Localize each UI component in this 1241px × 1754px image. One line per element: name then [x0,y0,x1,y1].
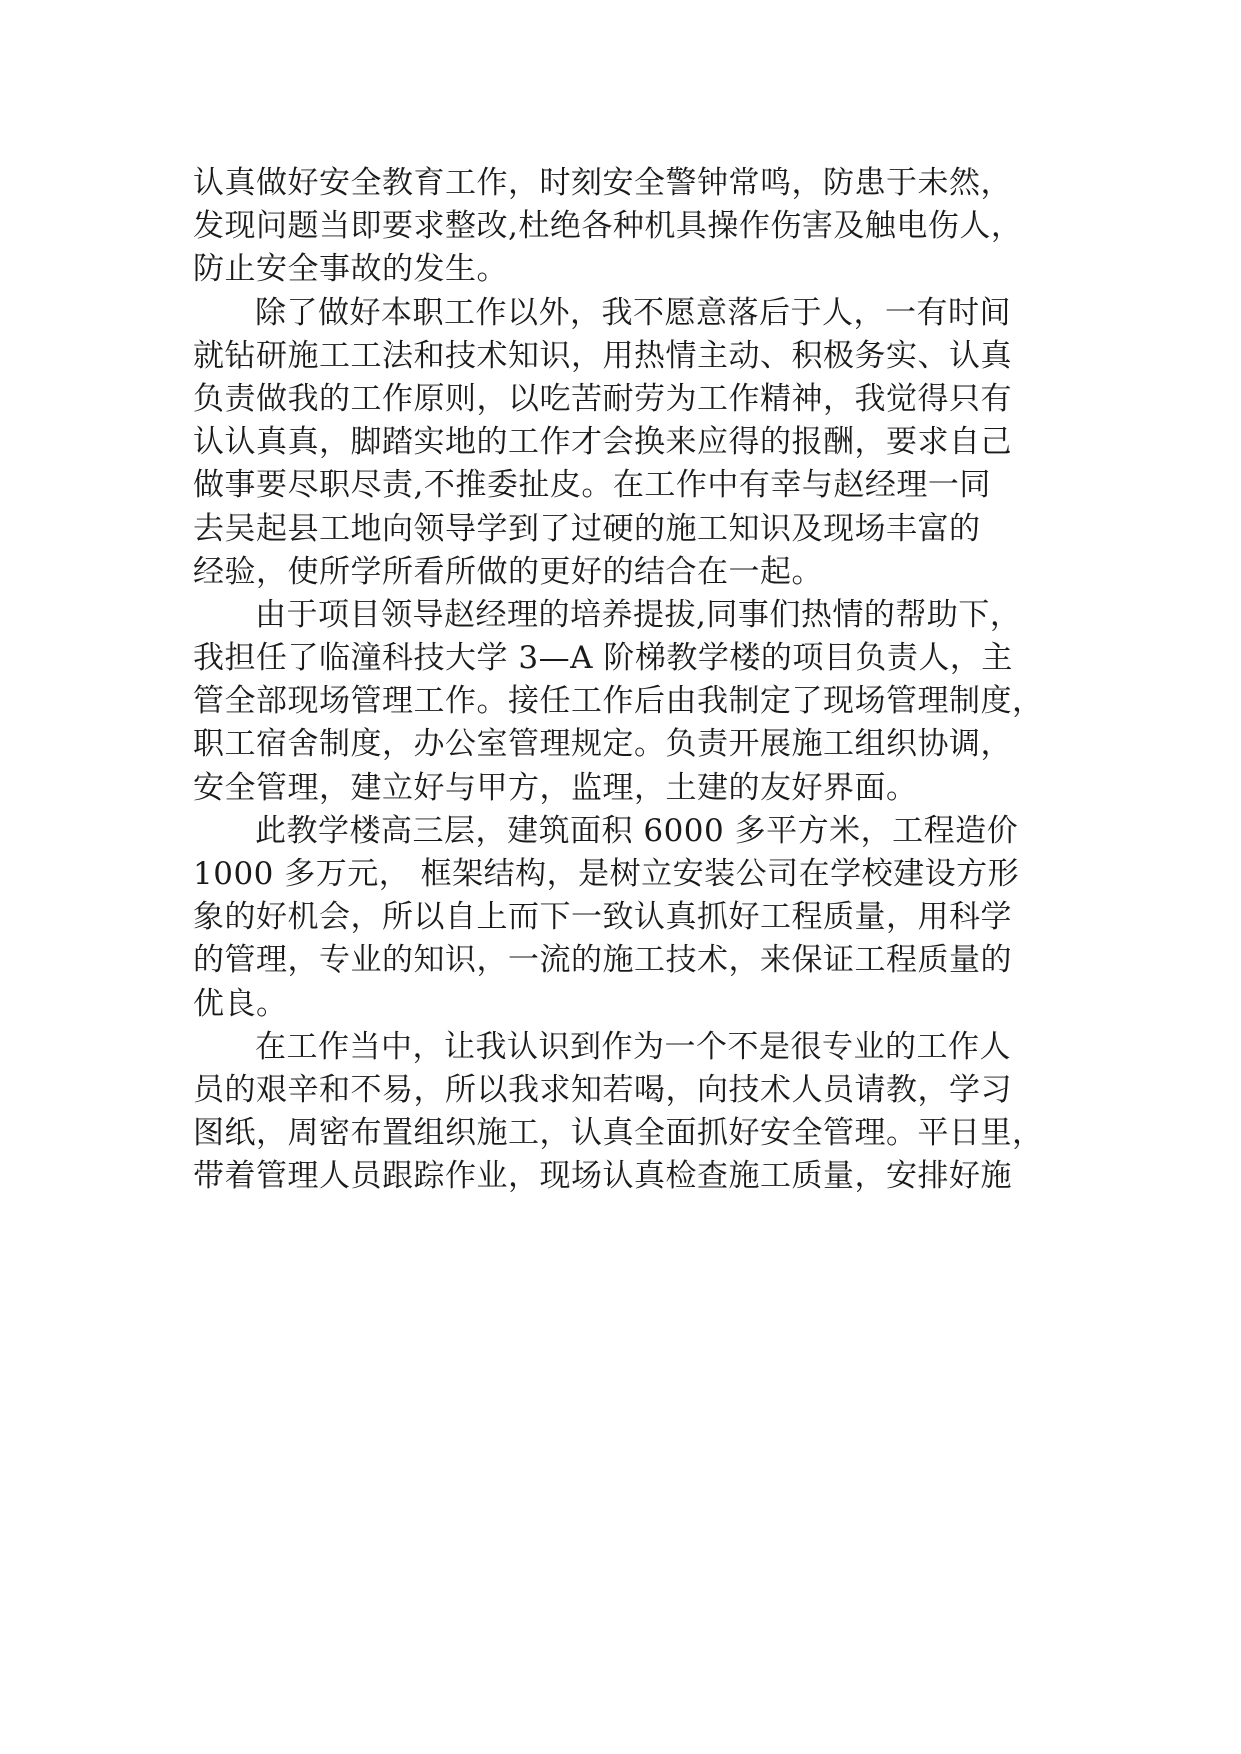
text-line: 安全管理，建立好与甲方，监理，土建的友好界面。 [193,769,918,806]
text-line: 负责做我的工作原则，以吃苦耐劳为工作精神，我觉得只有 [193,380,1012,417]
text-line: 优良。 [193,985,288,1022]
text-line: 带着管理人员跟踪作业，现场认真检查施工质量，安排好施 [193,1158,1012,1195]
text-line: 职工宿舍制度，办公室管理规定。负责开展施工组织协调， [193,726,1012,763]
text-line: 我担任了临潼科技大学 3—A 阶梯教学楼的项目负责人，主 [193,640,1013,677]
text-line: 象的好机会，所以自上而下一致认真抓好工程质量，用科学 [193,899,1012,936]
paragraph [193,1026,1093,1199]
text-line: 去吴起县工地向领导学到了过硬的施工知识及现场丰富的 [193,510,981,547]
text-line: 就钻研施工工法和技术知识，用热情主动、积极务实、认真 [193,337,1012,374]
text-line: 发现问题当即要求整改,杜绝各种机具操作伤害及触电伤人， [193,208,1023,245]
text-line: 1000 多万元， 框架结构，是树立安装公司在学校建设方形 [193,856,1020,892]
paragraph [193,292,1093,594]
text-line: 的管理，专业的知识，一流的施工技术，来保证工程质量的 [193,942,1012,979]
text-line: 管全部现场管理工作。接任工作后由我制定了现场管理制度， [193,683,1044,720]
text-line: 员的艰辛和不易，所以我求知若喝，向技术人员请教，学习 [193,1071,1012,1108]
paragraph [193,810,1093,1026]
text-line: 防止安全事故的发生。 [193,251,508,288]
text-line: 认认真真，脚踏实地的工作才会换来应得的报酬，要求自己 [193,424,1012,461]
text-line: 除了做好本职工作以外，我不愿意落后于人，一有时间 [255,294,1011,331]
text-line: 在工作当中，让我认识到作为一个不是很专业的工作人 [255,1028,1011,1065]
text-line: 经验，使所学所看所做的更好的结合在一起。 [193,553,823,590]
text-line: 图纸，周密布置组织施工，认真全面抓好安全管理。平日里， [193,1115,1044,1152]
body-text [193,162,1093,1199]
text-line: 认真做好安全教育工作，时刻安全警钟常鸣，防患于未然， [193,165,1012,201]
paragraph [193,162,1093,292]
paragraph [193,594,1093,810]
text-line: 由于项目领导赵经理的培养提拔,同事们热情的帮助下， [255,596,1022,633]
text-line: 此教学楼高三层，建筑面积 6000 多平方米，工程造价 [255,812,1019,849]
text-line: 做事要尽职尽责,不推委扯皮。在工作中有幸与赵经理一同 [193,467,991,504]
